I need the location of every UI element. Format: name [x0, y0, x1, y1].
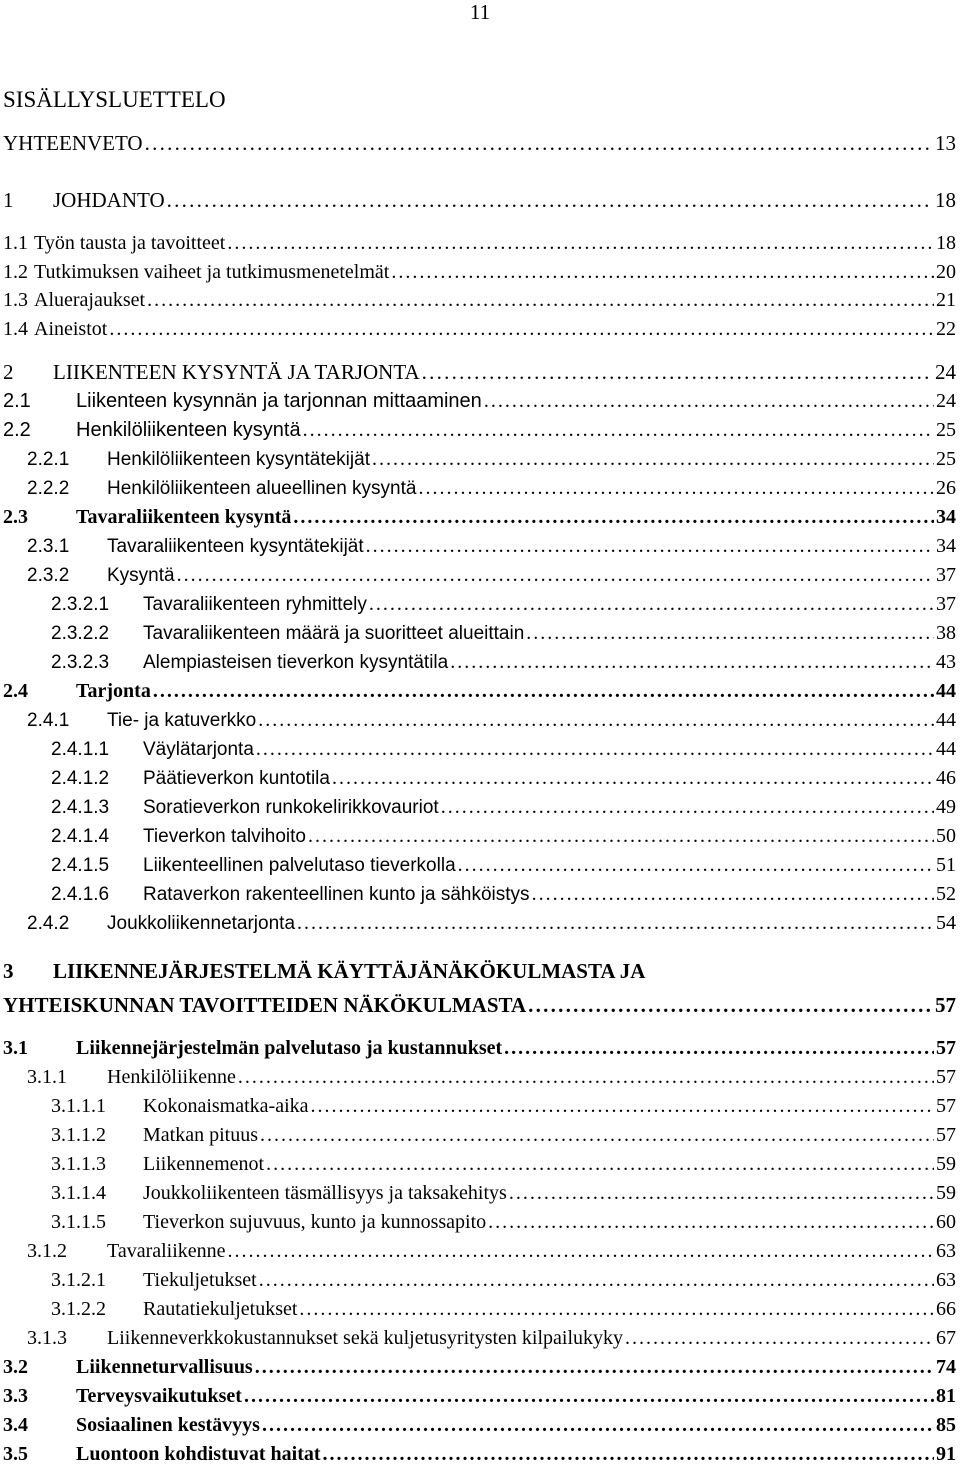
- toc-entry-title: Tiekuljetukset: [143, 1269, 257, 1291]
- toc-entry-title: Päätieverkon kuntotila: [143, 768, 330, 789]
- toc-entry-row[interactable]: [3, 414, 956, 443]
- toc-entry-page: 57: [936, 1066, 956, 1088]
- dot-leader: [422, 360, 933, 385]
- toc-entry-number: 1.4: [3, 318, 28, 340]
- toc-entry-row[interactable]: [27, 472, 956, 501]
- toc-entry-row[interactable]: [51, 849, 956, 878]
- toc-entry-title: JOHDANTO: [53, 188, 165, 212]
- toc-entry-title: Liikennemenot: [143, 1153, 265, 1175]
- dot-leader: [145, 131, 933, 156]
- toc-entry-page: 25: [936, 448, 956, 470]
- toc-entry-page: 74: [936, 1356, 956, 1378]
- toc-entry-row[interactable]: [3, 1032, 956, 1061]
- toc-entry-title: Sosiaalinen kestävyys: [76, 1414, 260, 1436]
- toc-entry-title: Tavaraliikenteen ryhmittely: [143, 594, 367, 615]
- toc-entry-page: 34: [936, 506, 956, 528]
- toc-entry-row[interactable]: [3, 1438, 956, 1467]
- toc-entry-row[interactable]: [3, 1380, 956, 1409]
- toc-entry-row[interactable]: [51, 733, 956, 762]
- toc-entry-row[interactable]: [51, 588, 956, 617]
- toc-entry-page: 81: [936, 1385, 956, 1407]
- toc-entry-row[interactable]: [27, 907, 956, 936]
- toc-entry-title: Liikenteen kysynnän ja tarjonnan mittaaminen: [76, 390, 482, 412]
- toc-entry-row[interactable]: [27, 559, 956, 588]
- toc-entry-page: 38: [936, 622, 956, 644]
- toc-entry-page: 52: [936, 883, 956, 905]
- dot-leader: [262, 1413, 934, 1438]
- toc-entry-title: Tavaraliikenteen kysyntätekijät: [107, 536, 364, 557]
- dot-leader: [458, 853, 934, 878]
- dot-leader: [391, 260, 934, 285]
- toc-entry-page: 13: [935, 131, 956, 155]
- toc-entry-title-continued: YHTEISKUNNAN TAVOITTEIDEN NÄKÖKULMASTA: [3, 993, 527, 1017]
- toc-entry-title: Henkilöliikenteen kysyntä: [76, 419, 301, 441]
- toc-entry-number: 1.2: [3, 261, 28, 283]
- toc-entry-number: 1.3: [3, 289, 28, 311]
- toc-entry-row[interactable]: [27, 530, 956, 559]
- toc-entry-number: 2.4.1.6: [51, 884, 110, 905]
- dot-leader: [167, 188, 933, 213]
- dot-leader: [484, 389, 934, 414]
- toc-entry-number: 1: [3, 188, 14, 212]
- toc-entry-row[interactable]: [51, 1119, 956, 1148]
- toc-entry-page: 49: [936, 796, 956, 818]
- toc-entry-title: Tarjonta: [76, 680, 151, 702]
- toc-entry-title: Tie- ja katuverkko: [107, 710, 257, 731]
- dot-leader: [109, 317, 934, 342]
- toc-entry-number: 2.2.1: [27, 449, 70, 470]
- toc-entry-number: 2.4.1.2: [51, 768, 110, 789]
- dot-leader: [227, 231, 934, 256]
- toc-entry-row[interactable]: [3, 256, 956, 285]
- dot-leader: [625, 1326, 934, 1351]
- toc-entry-page: 26: [936, 477, 956, 499]
- dot-leader: [488, 1210, 934, 1235]
- toc-entry-row[interactable]: [27, 1235, 956, 1264]
- dot-leader: [255, 1355, 934, 1380]
- toc-entry-number: 2.3.2.1: [51, 594, 110, 615]
- toc-entry-page: 24: [935, 360, 956, 384]
- toc-entry-number: 2.1: [3, 390, 31, 412]
- toc-entry-number: 2.4.2: [27, 913, 70, 934]
- dot-leader: [228, 1239, 934, 1264]
- toc-entry-page: 59: [936, 1153, 956, 1175]
- toc-entry-title: Työn tausta ja tavoitteet: [34, 232, 226, 254]
- dot-leader: [441, 795, 934, 820]
- toc-entry-title: Tieverkon sujuvuus, kunto ja kunnossapito: [143, 1211, 487, 1233]
- dot-leader: [256, 737, 934, 762]
- toc-entry-page: 37: [936, 564, 956, 586]
- toc-entry-number: 2.2.2: [27, 478, 70, 499]
- toc-entry-row[interactable]: [3, 1409, 956, 1438]
- toc-entry-number: 3.1.2: [27, 1240, 67, 1262]
- toc-entry-title: Liikenteellinen palvelutaso tieverkolla: [143, 855, 456, 876]
- toc-entry-number: 3: [3, 959, 14, 983]
- toc-entry-row[interactable]: [51, 1177, 956, 1206]
- toc-entry-number: 2.3.1: [27, 536, 70, 557]
- toc-entry-page: 60: [936, 1211, 956, 1233]
- toc-entry-title: Luontoon kohdistuvat haitat: [76, 1443, 321, 1465]
- toc-entry-title: Soratieverkon runkokelirikkovauriot: [143, 797, 439, 818]
- dot-leader: [308, 824, 934, 849]
- toc-entry-page: 25: [936, 419, 956, 441]
- toc-entry-title: Liikenneturvallisuus: [76, 1356, 253, 1378]
- toc-entry-number: 3.1.1.1: [51, 1095, 106, 1117]
- toc-entry-title: YHTEENVETO: [3, 131, 143, 155]
- dot-leader: [366, 534, 934, 559]
- toc-entry-title: Henkilöliikenteen alueellinen kysyntä: [107, 478, 417, 499]
- dot-leader: [147, 288, 934, 313]
- toc-entry-title: Tavaraliikenne: [107, 1240, 226, 1262]
- toc-entry-row[interactable]: [3, 284, 956, 313]
- toc-entry-page: 22: [936, 318, 956, 340]
- toc-entry-title: Henkilöliikenne: [107, 1066, 236, 1088]
- toc-entry-number: 2.3: [3, 506, 28, 528]
- toc-entry-page: 20: [936, 261, 956, 283]
- toc-entry-title: Liikennejärjestelmän palvelutaso ja kustannukset: [76, 1037, 503, 1059]
- dot-leader: [259, 1268, 934, 1293]
- toc-entry-row[interactable]: [27, 704, 956, 733]
- toc-entry-title: Aineistot: [34, 318, 108, 340]
- toc-entry-page: 37: [936, 593, 956, 615]
- dot-leader: [238, 1065, 934, 1090]
- toc-entry-number: 3.1: [3, 1037, 28, 1059]
- toc-entry-page: 63: [936, 1269, 956, 1291]
- dot-leader: [369, 592, 934, 617]
- dot-leader: [299, 1297, 934, 1322]
- toc-entry-title: Tavaraliikenteen määrä ja suoritteet alueittain: [143, 623, 525, 644]
- dot-leader: [266, 1152, 934, 1177]
- dot-leader: [509, 1181, 934, 1206]
- toc-entry-row[interactable]: [51, 1206, 956, 1235]
- toc-entry-number: 2.4: [3, 680, 28, 702]
- toc-entry-number: 3.5: [3, 1443, 28, 1465]
- toc-entry-page: 59: [936, 1182, 956, 1204]
- toc-entry-number: 2.4.1.5: [51, 855, 110, 876]
- toc-entry-row[interactable]: [51, 791, 956, 820]
- toc-entry-title: Alempiasteisen tieverkon kysyntätila: [143, 652, 449, 673]
- dot-leader: [258, 708, 934, 733]
- toc-entry-page: 57: [936, 1124, 956, 1146]
- dot-leader: [153, 679, 934, 704]
- toc-entry-row[interactable]: [3, 127, 956, 156]
- toc-entry-number: 3.1.2.2: [51, 1298, 106, 1320]
- dot-leader: [504, 1036, 934, 1061]
- toc-entry-row[interactable]: [51, 617, 956, 646]
- toc-entry-title: LIIKENNEJÄRJESTELMÄ KÄYTTÄJÄNÄKÖKULMASTA JA: [53, 959, 646, 983]
- toc-entry-page: 34: [936, 535, 956, 557]
- dot-leader: [311, 1094, 935, 1119]
- toc-entry-row[interactable]: [27, 443, 956, 472]
- toc-entry-number: 3.1.1.4: [51, 1182, 106, 1204]
- toc-entry-row[interactable]: [3, 989, 956, 1018]
- toc-entry-page: 57: [936, 1037, 956, 1059]
- toc-entry-number: 2.3.2.3: [51, 652, 110, 673]
- toc-entry-row[interactable]: [51, 1293, 956, 1322]
- toc-entry-number: 3.1.1: [27, 1066, 67, 1088]
- toc-entry-title: Henkilöliikenteen kysyntätekijät: [107, 449, 370, 470]
- page-number: 11: [469, 0, 491, 24]
- dot-leader: [532, 882, 934, 907]
- toc-entry-page: 57: [936, 1095, 956, 1117]
- toc-entry-row[interactable]: [3, 356, 956, 385]
- toc-entry-page: 57: [935, 993, 956, 1017]
- toc-entry-page: 43: [936, 651, 956, 673]
- toc-entry-number: 3.1.2.1: [51, 1269, 106, 1291]
- toc-entry-row[interactable]: [3, 1351, 956, 1380]
- toc-entry-row[interactable]: [51, 878, 956, 907]
- toc-entry-title: Joukkoliikennetarjonta: [107, 913, 296, 934]
- dot-leader: [177, 563, 934, 588]
- toc-entry-title: Terveysvaikutukset: [76, 1385, 242, 1407]
- toc-entry-page: 91: [936, 1443, 956, 1465]
- toc-entry-title: Tavaraliikenteen kysyntä: [76, 506, 292, 528]
- toc-entry-title: Tutkimuksen vaiheet ja tutkimusmenetelmät: [34, 261, 390, 283]
- toc-entry-row[interactable]: [3, 385, 956, 414]
- toc-entry-page: 24: [936, 390, 956, 412]
- toc-entry-number: 3.1.3: [27, 1327, 67, 1349]
- toc-entry-row[interactable]: [51, 762, 956, 791]
- toc-entry-row[interactable]: [51, 820, 956, 849]
- toc-entry-page: 44: [936, 680, 956, 702]
- toc-entry-number: 3.1.1.5: [51, 1211, 106, 1233]
- toc-entry-title: Kokonaismatka-aika: [143, 1095, 309, 1117]
- toc-entry-title: Tieverkon talvihoito: [143, 826, 306, 847]
- toc-entry-number: 2.4.1.3: [51, 797, 110, 818]
- toc-entry-page: 46: [936, 767, 956, 789]
- toc-entry-row[interactable]: [51, 646, 956, 675]
- toc-entry-row[interactable]: [27, 1061, 956, 1090]
- toc-entry-number: 3.2: [3, 1356, 28, 1378]
- toc-title: SISÄLLYSLUETTELO: [3, 87, 226, 112]
- toc-entry-number: 2.2: [3, 419, 31, 441]
- toc-entry-title: Liikenneverkkokustannukset sekä kuljetusyritysten kilpailukyky: [107, 1327, 624, 1349]
- dot-leader: [303, 418, 934, 443]
- dot-leader: [418, 476, 934, 501]
- toc-entry-title: Matkan pituus: [143, 1124, 258, 1146]
- dot-leader: [293, 505, 934, 530]
- dot-leader: [450, 650, 934, 675]
- toc-entry-page: 44: [936, 738, 956, 760]
- toc-entry-first-line[interactable]: [3, 959, 645, 984]
- dot-leader: [332, 766, 934, 791]
- toc-entry-title: Väylätarjonta: [143, 739, 254, 760]
- toc-entry-page: 85: [936, 1414, 956, 1436]
- toc-entry-number: 3.1.1.2: [51, 1124, 106, 1146]
- dot-leader: [297, 911, 934, 936]
- toc-entry-row[interactable]: [3, 184, 956, 213]
- dot-leader: [244, 1384, 934, 1409]
- toc-entry-title: Aluerajaukset: [34, 289, 146, 311]
- dot-leader: [526, 621, 934, 646]
- toc-entry-row[interactable]: [3, 675, 956, 704]
- toc-entry-title: Rautatiekuljetukset: [143, 1298, 298, 1320]
- toc-entry-page: 50: [936, 825, 956, 847]
- toc-entry-row[interactable]: [3, 313, 956, 342]
- toc-entry-row[interactable]: [3, 227, 956, 256]
- toc-entry-number: 3.4: [3, 1414, 28, 1436]
- toc-entry-page: 66: [936, 1298, 956, 1320]
- toc-entry-title: Kysyntä: [107, 565, 175, 586]
- toc-entry-number: 1.1: [3, 232, 28, 254]
- dot-leader: [260, 1123, 934, 1148]
- dot-leader: [528, 993, 933, 1018]
- toc-entry-row[interactable]: [51, 1148, 956, 1177]
- toc-entry-page: 44: [936, 709, 956, 731]
- toc-entry-row[interactable]: [51, 1090, 956, 1119]
- toc-entry-page: 51: [936, 854, 956, 876]
- toc-entry-number: 2: [3, 360, 14, 384]
- toc-entry-number: 2.4.1.4: [51, 826, 110, 847]
- toc-entry-number: 2.3.2: [27, 565, 70, 586]
- toc-entry-page: 18: [936, 232, 956, 254]
- toc-entry-number: 3.3: [3, 1385, 28, 1407]
- dot-leader: [372, 447, 934, 472]
- toc-entry-title: Rataverkon rakenteellinen kunto ja sähköistys: [143, 884, 530, 905]
- toc-entry-page: 54: [936, 912, 956, 934]
- toc-entry-row[interactable]: [51, 1264, 956, 1293]
- toc-entry-page: 21: [936, 289, 956, 311]
- toc-entry-row[interactable]: [27, 1322, 956, 1351]
- toc-entry-number: 3.1.1.3: [51, 1153, 106, 1175]
- toc-entry-title: Joukkoliikenteen täsmällisyys ja taksakehitys: [143, 1182, 507, 1204]
- toc-entry-row[interactable]: [3, 501, 956, 530]
- toc-entry-page: 63: [936, 1240, 956, 1262]
- dot-leader: [323, 1442, 934, 1467]
- toc-entry-number: 2.4.1: [27, 710, 70, 731]
- toc-entry-number: 2.4.1.1: [51, 739, 110, 760]
- toc-entry-page: 67: [936, 1327, 956, 1349]
- toc-entry-title: LIIKENTEEN KYSYNTÄ JA TARJONTA: [53, 360, 420, 384]
- toc-entry-number: 2.3.2.2: [51, 623, 110, 644]
- toc-entry-page: 18: [935, 188, 956, 212]
